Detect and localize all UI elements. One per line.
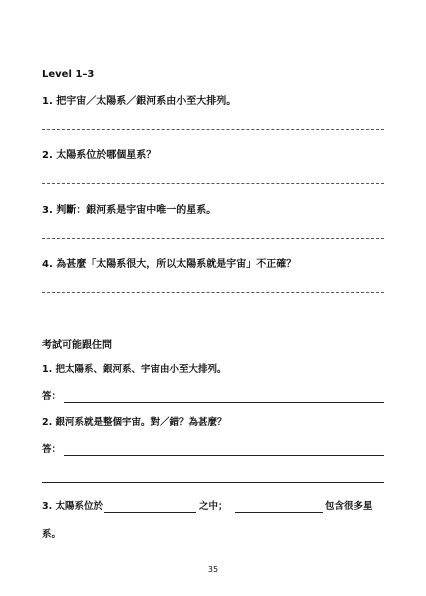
fill-blank-1[interactable] <box>104 512 196 513</box>
level-question-2: 2. 太陽系位於哪個星系？ <box>42 150 157 161</box>
fill-blank-2[interactable] <box>235 512 323 513</box>
level-question-3: 3. 判斷：銀河系是宇宙中唯一的星系。 <box>42 205 217 216</box>
page-number: 35 <box>207 565 219 574</box>
answer-line-4[interactable] <box>42 292 384 293</box>
challenge-question-2: 2. 銀河系就是整個宇宙。對／錯？為甚麼？ <box>42 417 227 428</box>
answer-line-2[interactable] <box>42 183 384 184</box>
challenge-title: 考試可能跟住問 <box>42 340 112 351</box>
answer-line-challenge-2b[interactable] <box>42 482 384 483</box>
answer-line-3[interactable] <box>42 238 384 239</box>
answer-line-challenge-1[interactable] <box>64 402 384 403</box>
challenge-question-3-part4: 系。 <box>42 529 62 540</box>
challenge-question-3-part3: 包含很多星 <box>325 501 373 512</box>
answer-line-1[interactable] <box>42 129 384 130</box>
level-title: Level 1–3 <box>42 69 95 80</box>
answer-label-1: 答： <box>42 391 62 402</box>
level-question-1: 1. 把宇宙／太陽系／銀河系由小至大排列。 <box>42 96 237 107</box>
challenge-question-1: 1. 把太陽系、銀河系、宇宙由小至大排列。 <box>42 364 227 375</box>
answer-label-2: 答： <box>42 444 62 455</box>
challenge-question-3-part1: 3. 太陽系位於 <box>42 501 104 512</box>
answer-line-challenge-2a[interactable] <box>64 455 384 456</box>
challenge-question-3-part2: 之中； <box>199 501 228 512</box>
level-question-4: 4. 為甚麼「太陽系很大，所以太陽系就是宇宙」不正確？ <box>42 259 297 270</box>
